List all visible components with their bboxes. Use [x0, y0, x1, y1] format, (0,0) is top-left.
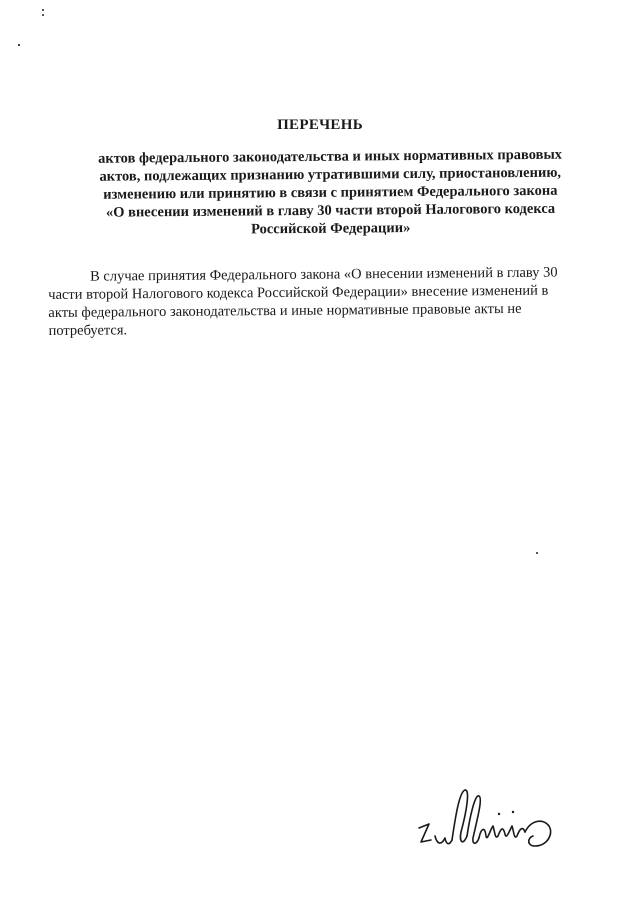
scan-speck-dot [536, 552, 538, 554]
subtitle-line: актов, подлежащих признанию утратившими силу, приостановлению, [99, 164, 562, 185]
scan-speck-dot [18, 44, 20, 46]
document-title: ПЕРЕЧЕНЬ [277, 117, 363, 133]
body-line: В случае принятия Федерального закона «О внесении изменений в главу 30 [90, 264, 558, 285]
scan-speck-dot [42, 9, 44, 11]
document-subtitle [70, 145, 591, 240]
handwritten-signature-icon [415, 780, 565, 870]
body-line: потребуется. [48, 322, 128, 339]
subtitle-line: «О внесении изменений в главу 30 части второй Налогового кодекса [105, 200, 556, 221]
body-line: акты федерального законодательства и иные нормативные правовые акты не [48, 300, 522, 321]
scan-speck-dot [42, 14, 44, 16]
body-line: части второй Налогового кодекса Российской Федерации» внесение изменений в [48, 282, 549, 303]
subtitle-line: актов федерального законодательства и иных нормативных правовых [98, 146, 563, 167]
subtitle-line: изменению или принятию в связи с принятием Федерального закона [103, 182, 558, 203]
body-paragraph [48, 263, 594, 340]
subtitle-line: Российской Федерации» [250, 220, 411, 238]
